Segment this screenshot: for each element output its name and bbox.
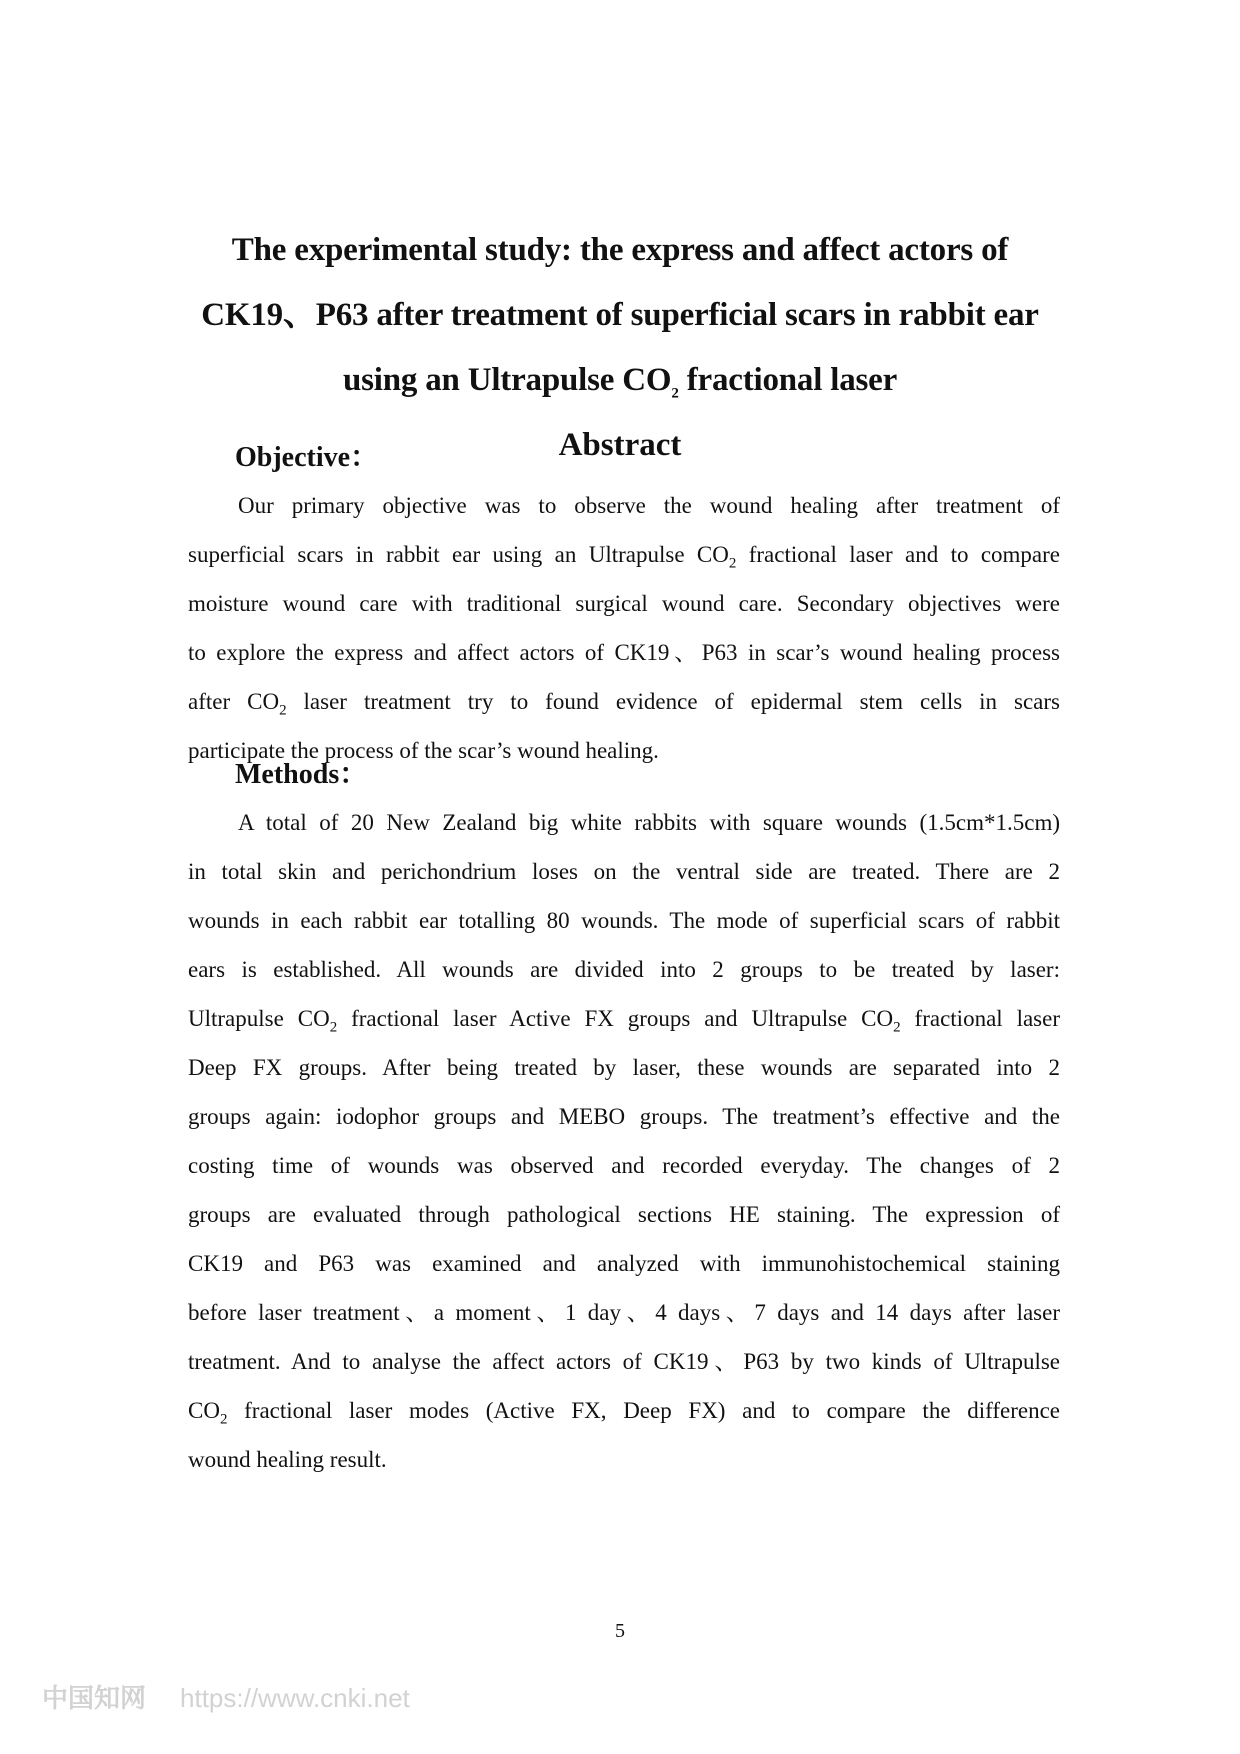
subscript: 2 — [893, 1019, 901, 1036]
title-line-3-subscript: 2 — [671, 385, 679, 402]
text-segment: superficial scars in rabbit ear using an Ultrapulse CO — [188, 542, 729, 567]
text-segment: fractional laser — [900, 1006, 1061, 1031]
methods-line: groups again: iodophor groups and MEBO groups. The treatment’s effective and the — [188, 1104, 1060, 1129]
methods-heading: Methods： — [235, 759, 368, 790]
paper-title — [180, 218, 1060, 413]
title-line-2: CK19、P63 after treatment of superficial scars in rabbit ear — [201, 297, 1039, 333]
abstract-heading: Abstract — [558, 427, 682, 463]
title-line-3 — [180, 348, 1060, 413]
page-number: 5 — [615, 1620, 625, 1642]
methods-line: before laser treatment、a moment、1 day、4 days、7 days and 14 days after laser — [188, 1300, 1060, 1325]
methods-line: Deep FX groups. After being treated by laser, these wounds are separated into 2 — [188, 1055, 1060, 1080]
methods-line — [188, 1386, 1060, 1435]
subscript: 2 — [728, 555, 737, 572]
cnki-watermark — [42, 1678, 410, 1715]
objective-line: moisture wound care with traditional surgical wound care. Secondary objectives were — [188, 591, 1060, 616]
subscript: 2 — [329, 1019, 338, 1036]
title-line-1: The experimental study: the express and affect actors of — [231, 232, 1009, 268]
objective-heading: Objective： — [235, 442, 379, 473]
methods-line — [188, 994, 1060, 1043]
title-line-3-pre: using an Ultrapulse CO — [342, 362, 672, 398]
objective-line — [188, 677, 1060, 726]
objective-line: to explore the express and affect actors of CK19、P63 in scar’s wound healing process — [188, 640, 1060, 665]
objective-line: Our primary objective was to observe the wound healing after treatment of — [238, 493, 1060, 518]
subscript: 2 — [219, 1411, 228, 1428]
methods-line: in total skin and perichondrium loses on the ventral side are treated. There are 2 — [188, 859, 1060, 884]
text-segment: Ultrapulse CO — [188, 1006, 330, 1031]
subscript: 2 — [279, 702, 287, 719]
text-segment: CO — [188, 1398, 220, 1423]
methods-line: treatment. And to analyse the affect actors of CK19、P63 by two kinds of Ultrapulse — [188, 1349, 1060, 1374]
methods-line: ears is established. All wounds are divided into 2 groups to be treated by laser: — [188, 957, 1060, 982]
objective-paragraph — [188, 481, 1060, 775]
text-segment: fractional laser and to compare — [736, 542, 1060, 567]
text-segment: after CO — [188, 689, 280, 714]
text-segment: laser treatment try to found evidence of epidermal stem cells in scars — [286, 689, 1061, 714]
methods-line: wound healing result. — [188, 1447, 387, 1472]
watermark-url: https://www.cnki.net — [180, 1683, 410, 1713]
methods-line: groups are evaluated through pathological sections HE staining. The expression of — [188, 1202, 1060, 1227]
text-segment: fractional laser modes (Active FX, Deep FX) and to compare the difference — [227, 1398, 1060, 1423]
text-segment: fractional laser Active FX groups and Ultrapulse CO — [337, 1006, 894, 1031]
objective-line — [188, 530, 1060, 579]
title-line-3-post: fractional laser — [678, 362, 898, 398]
methods-line: A total of 20 New Zealand big white rabbits with square wounds (1.5cm*1.5cm) — [238, 810, 1060, 835]
methods-line: CK19 and P63 was examined and analyzed with immunohistochemical staining — [188, 1251, 1060, 1276]
methods-line: wounds in each rabbit ear totalling 80 wounds. The mode of superficial scars of rabbit — [188, 908, 1060, 933]
objective-line: participate the process of the scar’s wound healing. — [188, 738, 659, 763]
watermark-logo-text: 中国知网 — [42, 1683, 147, 1713]
methods-paragraph — [188, 798, 1060, 1484]
methods-line: costing time of wounds was observed and recorded everyday. The changes of 2 — [188, 1153, 1060, 1178]
